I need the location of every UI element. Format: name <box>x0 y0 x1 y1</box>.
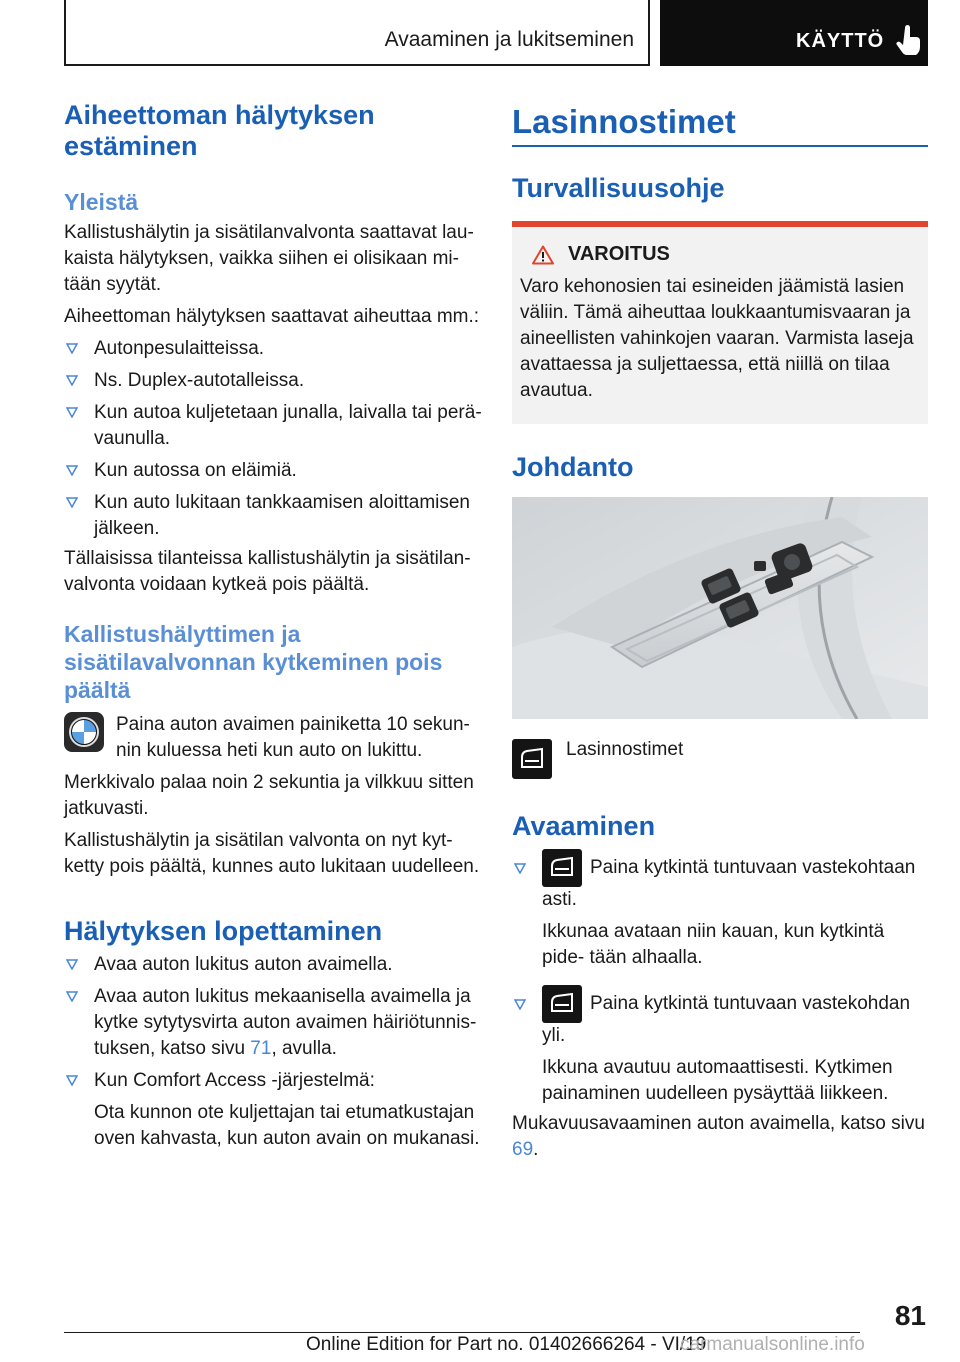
list-item: Avaa auton lukitus mekaanisella avaimella ja kytke sytytysvirta auton avaimen häiriötunnis- tuksen, katso sivu 71, avulla. <box>64 984 482 1062</box>
key-instruction <box>64 712 482 764</box>
footer-watermark: carmanualsonline.info <box>680 1334 865 1355</box>
paragraph-switched-off: Kallistushälytin ja sisätilan valvonta on nyt kyt- ketty pois päältä, kunnes auto lukitaan uudelleen. <box>64 830 480 877</box>
hand-pointer-icon <box>896 24 922 56</box>
page-link-69[interactable]: 69 <box>512 1139 534 1161</box>
triangle-bullet-icon <box>66 959 78 970</box>
window-switch-icon <box>542 985 582 1023</box>
window-lifter-icon <box>512 739 552 779</box>
section-heading-false-alarm: Aiheettoman hälytyksen estäminen <box>64 100 375 161</box>
triangle-bullet-icon <box>66 1075 78 1086</box>
list-item: Kun auto lukitaan tankkaamisen aloittamisen jälkeen. <box>64 490 482 542</box>
triangle-bullet-icon <box>66 465 78 476</box>
subheading-intro: Johdanto <box>512 452 634 482</box>
icon-caption-text: Lasinnostimet <box>566 739 684 760</box>
left-column <box>64 100 482 1152</box>
paragraph-general-1: Kallistushälytin ja sisätilanvalvonta saattavat lau- kaista hälytyksen, vaikka siihen ei olisikaan mi- tään syytät. <box>64 222 474 295</box>
triangle-bullet-icon <box>514 999 526 1010</box>
chapter-title: Lasinnostimet <box>512 103 736 140</box>
list-item: Avaa auton lukitus auton avaimella. <box>64 952 482 978</box>
paragraph-indicator: Merkkivalo palaa noin 2 sekuntia ja vilkkuu sitten jatkuvasti. <box>64 772 474 819</box>
footer-edition: Online Edition for Part no. 01402666264 - VI/19 <box>306 1334 707 1355</box>
list-item: Ns. Duplex-autotalleissa. <box>64 368 482 394</box>
subheading-stop-alarm: Hälytyksen lopettaminen <box>64 916 383 946</box>
header-section-title: Avaaminen ja lukitseminen <box>384 28 634 51</box>
triangle-bullet-icon <box>66 991 78 1002</box>
opening-list <box>512 849 928 1107</box>
stop-alarm-list <box>64 952 482 1152</box>
paragraph-general-3: Tällaisissa tilanteissa kallistushälytin ja sisätilan- valvonta voidaan kytkeä pois päältä. <box>64 548 471 595</box>
warning-text: Varo kehonosien tai esineiden jäämistä lasien väliin. Tämä aiheuttaa loukkaantumisvaaran ja aineellisten vahinkojen vaaran. Varmista laseja avattaessa ja suljettaessa, että niillä on tilaa avautua. <box>520 276 914 401</box>
triangle-bullet-icon <box>66 497 78 508</box>
subheading-opening: Avaaminen <box>512 811 656 841</box>
warning-header <box>520 243 920 266</box>
opening-item2-detail: Ikkuna avautuu automaattisesti. Kytkimen painaminen uudelleen pysäyttää liikkeen. <box>542 1057 893 1105</box>
list-item: Kun Comfort Access -järjestelmä: Ota kunnon ote kuljettajan tai etumatkustajan oven kahvasta, kun auton avain on mukanasi. <box>64 1068 482 1152</box>
triangle-bullet-icon <box>514 863 526 874</box>
subheading-switch-off: Kallistushälyttimen ja sisätilavalvonnan kytkeminen pois päältä <box>64 621 443 703</box>
warning-box <box>512 221 928 424</box>
paragraph-general-2: Aiheettoman hälytyksen saattavat aiheuttaa mm.: <box>64 306 480 327</box>
triangle-bullet-icon <box>66 407 78 418</box>
key-instruction-text: Paina auton avaimen painiketta 10 sekun- nin kuluessa heti kun auto on lukittu. <box>116 714 470 761</box>
false-alarm-cause-list <box>64 336 482 542</box>
right-column <box>512 102 928 1163</box>
list-item: Kun autossa on eläimiä. <box>64 458 482 484</box>
subheading-general: Yleistä <box>64 189 139 215</box>
comfort-opening-paragraph: Mukavuusavaaminen auton avaimella, katso sivu 69. <box>512 1113 925 1161</box>
warning-label: VAROITUS <box>568 243 670 265</box>
header-tab-label: KÄYTTÖ <box>796 30 885 52</box>
page-link-71[interactable]: 71 <box>250 1038 272 1059</box>
list-item: Paina kytkintä tuntuvaan vastekohtaan asti. Ikkunaa avataan niin kauan, kun kytkintä pide- tään alhaalla. <box>512 849 928 971</box>
list-item: Autonpesulaitteissa. <box>64 336 482 362</box>
footer-rule <box>64 1332 860 1333</box>
car-key-icon <box>64 712 104 752</box>
warning-triangle-icon <box>532 245 554 265</box>
window-lifter-icon-caption <box>512 739 928 779</box>
door-panel-window-switches-photo <box>512 497 928 719</box>
opening-item1-detail: Ikkunaa avataan niin kauan, kun kytkintä pide- tään alhaalla. <box>542 921 885 969</box>
list-item: Kun autoa kuljetetaan junalla, laivalla tai perä- vaunulla. <box>64 400 482 452</box>
window-switch-icon <box>542 849 582 887</box>
header-chapter-tab[interactable] <box>660 0 928 66</box>
list-item: Paina kytkintä tuntuvaan vastekohdan yli. Ikkuna avautuu automaattisesti. Kytkimen painaminen uudelleen pysäyttää liikkeen. <box>512 985 928 1107</box>
header-section-box <box>64 0 650 66</box>
triangle-bullet-icon <box>66 343 78 354</box>
title-rule <box>512 145 928 147</box>
triangle-bullet-icon <box>66 375 78 386</box>
page-number: 81 <box>894 1300 926 1331</box>
comfort-access-instruction: Ota kunnon ote kuljettajan tai etumatkustajan oven kahvasta, kun auton avain on mukanasi. <box>94 1102 480 1149</box>
subheading-safety: Turvallisuusohje <box>512 173 725 203</box>
